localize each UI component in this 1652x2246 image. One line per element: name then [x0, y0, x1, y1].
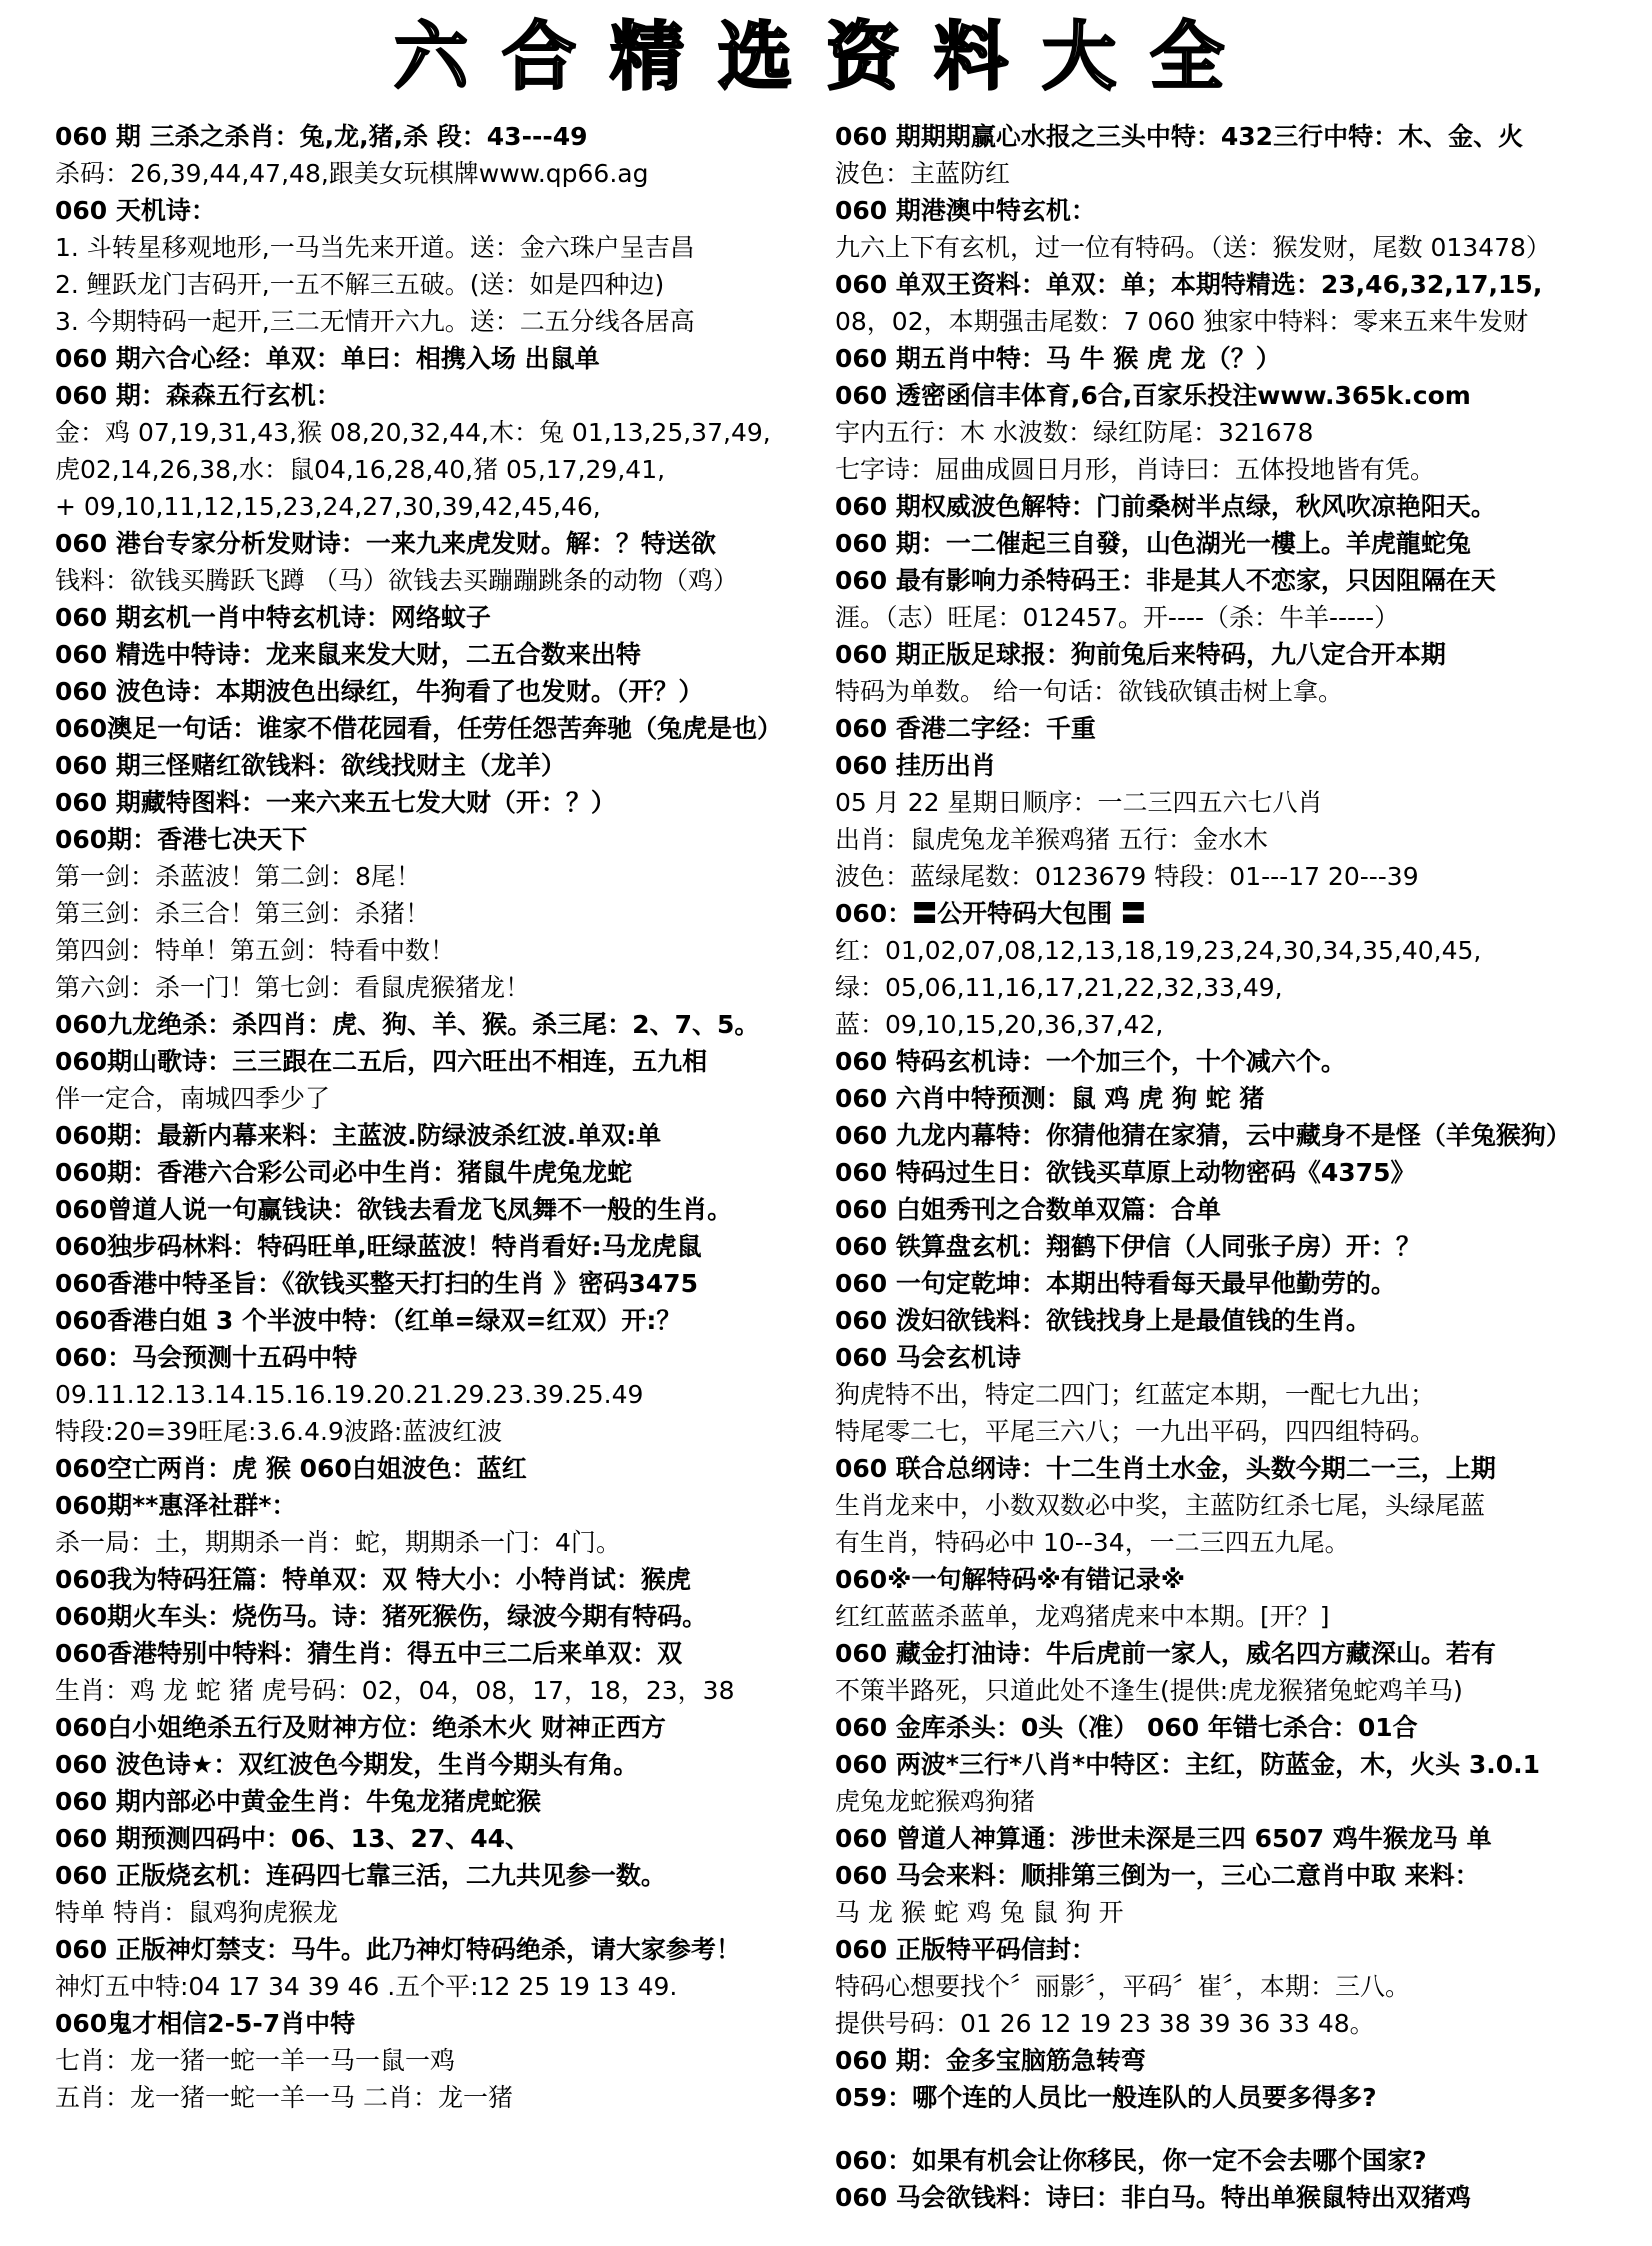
- right-text-line: 060 透密函信丰体育,6合,百家乐投注www.365k.com: [835, 381, 1471, 410]
- left-text-line: 060 天机诗：: [55, 196, 216, 225]
- right-text-line: 060 藏金打油诗：牛后虎前一家人，威名四方藏深山。若有: [835, 1639, 1496, 1668]
- right-text-line: 060：如果有机会让你移民，你一定不会去哪个国家?: [835, 2146, 1427, 2175]
- right-text-line: 九六上下有玄机，过一位有特码。（送：猴发财，尾数 013478）: [835, 233, 1551, 262]
- right-text-line: 060 期权威波色解特：门前桑树半点绿，秋风吹凉艳阳天。: [835, 492, 1496, 521]
- left-text-line: 060白小姐绝杀五行及财神方位：绝杀木火 财神正西方: [55, 1713, 666, 1742]
- right-text-line: 虎兔龙蛇猴鸡狗猪: [835, 1787, 1036, 1816]
- right-text-line: 060 马会来料：顺排第三倒为一，三心二意肖中取 来料：: [835, 1861, 1480, 1890]
- right-text-line: 060 六肖中特预测：鼠 鸡 虎 狗 蛇 猪: [835, 1084, 1265, 1113]
- left-text-line: 060期火车头：烧伤马。诗：猪死猴伤，绿波今期有特码。: [55, 1602, 708, 1631]
- left-text-line: 神灯五中特:04 17 34 39 46 .五个平:12 25 19 13 49.: [55, 1972, 678, 2001]
- left-text-line: 060 波色诗：本期波色出绿红，牛狗看了也发财。（开？）: [55, 677, 704, 706]
- right-text-line: 060 一句定乾坤：本期出特看每天最早他勤劳的。: [835, 1269, 1396, 1298]
- right-text-line: 060 期五肖中特：马 牛 猴 虎 龙（？）: [835, 344, 1281, 373]
- right-text-line: 060※一句解特码※有错记录※: [835, 1565, 1186, 1594]
- left-text-line: 特段:20=39旺尾:3.6.4.9波路:蓝波红波: [55, 1417, 503, 1446]
- left-text-line: 060 期 三杀之杀肖：兔,龙,猪,杀 段：43---49: [55, 122, 588, 151]
- right-text-line: 提供号码：01 26 12 19 23 38 39 36 33 48。: [835, 2009, 1375, 2038]
- left-text-line: 金：鸡 07,19,31,43,猴 08,20,32,44,木：兔 01,13,25,37,49,: [55, 418, 771, 447]
- right-text-line: 060 期正版足球报：狗前兔后来特码，九八定合开本期: [835, 640, 1446, 669]
- right-text-line: 060 特码过生日：欲钱买草原上动物密码《4375》: [835, 1158, 1416, 1187]
- left-column: [55, 118, 815, 2116]
- right-text-line: 七字诗：屈曲成圆日月形，肖诗曰：五体投地皆有凭。: [835, 455, 1436, 484]
- right-text-line: 060 金库杀头：0头（准） 060 年错七杀合：01合: [835, 1713, 1418, 1742]
- left-text-line: 060澳足一句话：谁家不借花园看，任劳任怨苦奔驰（兔虎是也）: [55, 714, 783, 743]
- left-text-line: 伴一定合，南城四季少了: [55, 1084, 331, 1113]
- left-text-line: 060曾道人说一句赢钱诀：欲钱去看龙飞凤舞不一般的生肖。: [55, 1195, 733, 1224]
- left-text-line: 060我为特码狂篇：特单双：双 特大小：小特肖试：猴虎: [55, 1565, 691, 1594]
- right-text-line: 060 期港澳中特玄机：: [835, 196, 1096, 225]
- right-text-line: 特尾零二七，平尾三六八；一九出平码，四四组特码。: [835, 1417, 1436, 1446]
- left-text-line: 060香港白姐 3 个半波中特：（红单=绿双=红双）开:？: [55, 1306, 682, 1335]
- left-text-line: 3. 今期特码一起开,三二无情开六九。送：二五分线各居高: [55, 307, 695, 336]
- right-text-line: 060 香港二字经：千重: [835, 714, 1096, 743]
- right-text-line: 波色：主蓝防红: [835, 159, 1011, 188]
- left-text-line: 060 港台专家分析发财诗：一来九来虎发财。解：？特送欲: [55, 529, 716, 558]
- right-text-line: 马 龙 猴 蛇 鸡 兔 鼠 狗 开: [835, 1898, 1124, 1927]
- right-text-line: 不策半路死，只道此处不逢生(提供:虎龙猴猪兔蛇鸡羊马): [835, 1676, 1463, 1705]
- page-title: 六合精选资料大全: [394, 14, 1258, 100]
- right-text-line: 涯。（志）旺尾：012457。开----（杀：牛羊-----）: [835, 603, 1400, 632]
- right-text-line: 060 九龙内幕特：你猜他猜在家猜，云中藏身不是怪（羊兔猴狗）: [835, 1121, 1571, 1150]
- left-text-line: 060香港中特圣旨：《欲钱买整天打扫的生肖 》密码3475: [55, 1269, 698, 1298]
- left-text-line: 060空亡两肖：虎 猴 060白姐波色：蓝红: [55, 1454, 527, 1483]
- left-text-line: 060 正版神灯禁支：马牛。此乃神灯特码绝杀，请大家参考！: [55, 1935, 741, 1964]
- right-text-line: 060 特码玄机诗：一个加三个，十个减六个。: [835, 1047, 1346, 1076]
- right-text-line: 05 月 22 星期日顺序：一二三四五六七八肖: [835, 788, 1323, 817]
- left-text-line: 060九龙绝杀：杀四肖：虎、狗、羊、猴。杀三尾：2、7、5。: [55, 1010, 760, 1039]
- left-text-line: 09.11.12.13.14.15.16.19.20.21.29.23.39.25.49: [55, 1380, 644, 1409]
- left-text-line: 060香港特别中特料：猜生肖：得五中三二后来单双：双: [55, 1639, 683, 1668]
- right-text-line: 蓝：09,10,15,20,36,37,42,: [835, 1010, 1164, 1039]
- right-text-line: 出肖：鼠虎兔龙羊猴鸡猪 五行：金水木: [835, 825, 1268, 854]
- left-text-line: 生肖：鸡 龙 蛇 猪 虎号码：02，04，08，17，18，23，38: [55, 1676, 735, 1705]
- right-text-line: 08，02，本期强击尾数：7 060 独家中特料：零来五来牛发财: [835, 307, 1529, 336]
- left-text-line: 钱料：欲钱买腾跃飞蹲 （马）欲钱去买蹦蹦跳条的动物（鸡）: [55, 566, 738, 595]
- right-text-line: 060 正版特平码信封：: [835, 1935, 1096, 1964]
- right-text-line: 060 马会玄机诗: [835, 1343, 1021, 1372]
- left-text-line: 第四剑：特单！第五剑：特看中数！: [55, 936, 456, 965]
- right-text-line: 060 铁算盘玄机：翔鹤下伊信（人同张子房）开：？: [835, 1232, 1421, 1261]
- left-text-line: 060鬼才相信2-5-7肖中特: [55, 2009, 356, 2038]
- left-text-line: 060 期藏特图料：一来六来五七发大财（开：？）: [55, 788, 616, 817]
- right-text-line: 有生肖，特码必中 10--34，一二三四五九尾。: [835, 1528, 1350, 1557]
- right-text-line: 狗虎特不出，特定二四门；红蓝定本期，一配七九出；: [835, 1380, 1436, 1409]
- right-text-line: 060 期：金多宝脑筋急转弯: [835, 2046, 1146, 2075]
- left-text-line: 杀码：26,39,44,47,48,跟美女玩棋牌www.qp66.ag: [55, 159, 649, 188]
- left-text-line: 七肖：龙一猪一蛇一羊一马一鼠一鸡: [55, 2046, 456, 2075]
- right-text-line: 060 泼妇欲钱料：欲钱找身上是最值钱的生肖。: [835, 1306, 1371, 1335]
- right-text-line: 特码心想要找个〞丽影〞，平码〞崔〞，本期：三八。: [835, 1972, 1411, 2001]
- right-text-line: 060 挂历出肖: [835, 751, 996, 780]
- left-text-line: 2. 鲤跃龙门吉码开,一五不解三五破。(送：如是四种边): [55, 270, 665, 299]
- right-text-line: 宇内五行：木 水波数：绿红防尾：321678: [835, 418, 1314, 447]
- right-text-line: 生肖龙来中，小数双数必中奖，主蓝防红杀七尾，头绿尾蓝: [835, 1491, 1486, 1520]
- right-text-line: 060 期期期赢心水报之三头中特：432三行中特：木、金、火: [835, 122, 1524, 151]
- left-text-line: 060期：香港七决天下: [55, 825, 308, 854]
- right-text-line: 绿：05,06,11,16,17,21,22,32,33,49,: [835, 973, 1283, 1002]
- right-text-line: 060 联合总纲诗：十二生肖土水金，头数今期二一三，上期: [835, 1454, 1496, 1483]
- left-text-line: 060 波色诗★：双红波色今期发，生肖今期头有角。: [55, 1750, 639, 1779]
- right-text-line: 060 两波*三行*八肖*中特区：主红，防蓝金，木，火头 3.0.1: [835, 1750, 1540, 1779]
- right-text-line: 059：哪个连的人员比一般连队的人员要多得多?: [835, 2083, 1377, 2112]
- left-text-line: 060独步码林料：特码旺单,旺绿蓝波！特肖看好:马龙虎鼠: [55, 1232, 702, 1261]
- right-column: [835, 118, 1600, 2216]
- right-text-line: 060 白姐秀刊之合数单双篇：合单: [835, 1195, 1221, 1224]
- left-text-line: 060：马会预测十五码中特: [55, 1343, 358, 1372]
- right-text-line: 特码为单数。 给一句话：欲钱砍镇击树上拿。: [835, 677, 1343, 706]
- left-text-line: 060 期六合心经：单双：单曰：相携入场 出鼠单: [55, 344, 600, 373]
- left-text-line: 060 精选中特诗：龙来鼠来发大财，二五合数来出特: [55, 640, 641, 669]
- left-text-line: 060 期内部必中黄金生肖：牛兔龙猪虎蛇猴: [55, 1787, 541, 1816]
- left-text-line: 特单 特肖：鼠鸡狗虎猴龙: [55, 1898, 338, 1927]
- left-text-line: 第一剑：杀蓝波！第二剑：8尾！: [55, 862, 421, 891]
- left-text-line: 060期：最新内幕来料：主蓝波.防绿波杀红波.单双:单: [55, 1121, 662, 1150]
- left-text-line: 060期山歌诗：三三跟在二五后，四六旺出不相连，五九相: [55, 1047, 708, 1076]
- left-text-line: 五肖：龙一猪一蛇一羊一马 二肖：龙一猪: [55, 2083, 513, 2112]
- left-text-line: 060期：香港六合彩公司必中生肖：猪鼠牛虎兔龙蛇: [55, 1158, 633, 1187]
- right-text-line: 060 最有影响力杀特码王：非是其人不恋家，只因阻隔在天: [835, 566, 1496, 595]
- right-text-line: 060 期：一二催起三自發，山色湖光一樓上。羊虎龍蛇兔: [835, 529, 1471, 558]
- left-text-line: 060 期：森森五行玄机：: [55, 381, 341, 410]
- left-text-line: 杀一局：土，期期杀一肖：蛇，期期杀一门：4门。: [55, 1528, 621, 1557]
- left-text-line: 虎02,14,26,38,水：鼠04,16,28,40,猪 05,17,29,41,: [55, 455, 666, 484]
- left-text-line: 060 正版烧玄机：连码四七靠三活，二九共见参一数。: [55, 1861, 666, 1890]
- left-text-line: 060 期预测四码中：06、13、27、44、: [55, 1824, 531, 1853]
- left-text-line: 060 期玄机一肖中特玄机诗：网络蚊子: [55, 603, 491, 632]
- left-text-line: 060 期三怪赌红欲钱料：欲线找财主（龙羊）: [55, 751, 566, 780]
- left-text-line: 1. 斗转星移观地形,一马当先来开道。送：金六珠户呈吉昌: [55, 233, 695, 262]
- right-text-line: 060 曾道人神算通：涉世未深是三四 6507 鸡牛猴龙马 单: [835, 1824, 1492, 1853]
- left-text-line: + 09,10,11,12,15,23,24,27,30,39,42,45,46,: [55, 492, 601, 521]
- right-text-line: 060 单双王资料：单双：单；本期特精选：23,46,32,17,15,: [835, 270, 1543, 299]
- left-text-line: 060期**惠泽社群*：: [55, 1491, 297, 1520]
- right-text-line: [835, 2116, 1600, 2142]
- right-text-line: 波色：蓝绿尾数：0123679 特段：01---17 20---39: [835, 862, 1419, 891]
- left-text-line: 第三剑：杀三合！第三剑：杀猪！: [55, 899, 431, 928]
- right-text-line: 红红蓝蓝杀蓝单，龙鸡猪虎来中本期。[开？]: [835, 1602, 1330, 1631]
- left-text-line: 第六剑：杀一门！第七剑：看鼠虎猴猪龙！: [55, 973, 531, 1002]
- right-text-line: 060 马会欲钱料：诗曰：非白马。特出单猴鼠特出双猪鸡: [835, 2183, 1471, 2212]
- right-text-line: 060：〓公开特码大包围 〓: [835, 899, 1146, 928]
- right-text-line: 红：01,02,07,08,12,13,18,19,23,24,30,34,35,40,45,: [835, 936, 1482, 965]
